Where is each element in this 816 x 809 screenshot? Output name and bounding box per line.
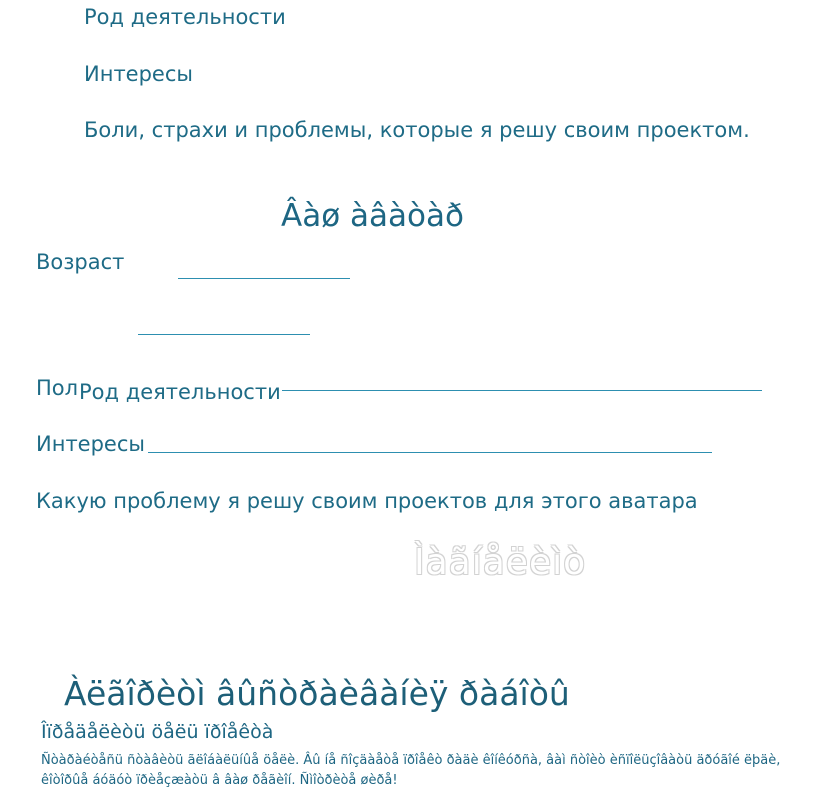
- pains-item: Боли, страхи и проблемы, которые я решу своим проектом.: [84, 118, 750, 142]
- outlined-watermark: Ìàãíåëèìò: [414, 542, 587, 583]
- blank-underline: [138, 334, 310, 335]
- age-underline: [178, 278, 350, 279]
- occupation-label: Род деятельности: [79, 380, 281, 404]
- interests-label: Интересы: [36, 432, 145, 456]
- gender-label: Пол: [36, 376, 79, 400]
- occupation-underline: [282, 390, 762, 391]
- algorithm-subheading: Îïðåäåëèòü öåëü ïðîåêòà: [41, 721, 274, 743]
- avatar-title: Âàø àâàòàð: [281, 198, 464, 234]
- interests-underline: [148, 452, 712, 453]
- algorithm-body: Ñòàðàéòåñü ñòàâèòü ãëîáàëüíûå öåëè. Âû íå ñîçäàåòå ïðîåêò ðàäè êîíêóðñà, âàì ñòîèò èñïîëüçîâàòü äðóãîé ëþäè, êîòîðûå áóäóò ïðèåçæàòü â âàø ðåãèîí. Ñìîòðèòå øèðå!: [41, 753, 781, 788]
- problem-label: Какую проблему я решу своим проектов для этого аватара: [36, 489, 698, 513]
- age-label: Возраст: [36, 250, 125, 274]
- algorithm-heading: Àëãîðèòì âûñòðàèâàíèÿ ðàáîòû: [64, 674, 570, 713]
- interests-item: Интересы: [84, 62, 193, 86]
- occupation-item: Род деятельности: [84, 5, 286, 29]
